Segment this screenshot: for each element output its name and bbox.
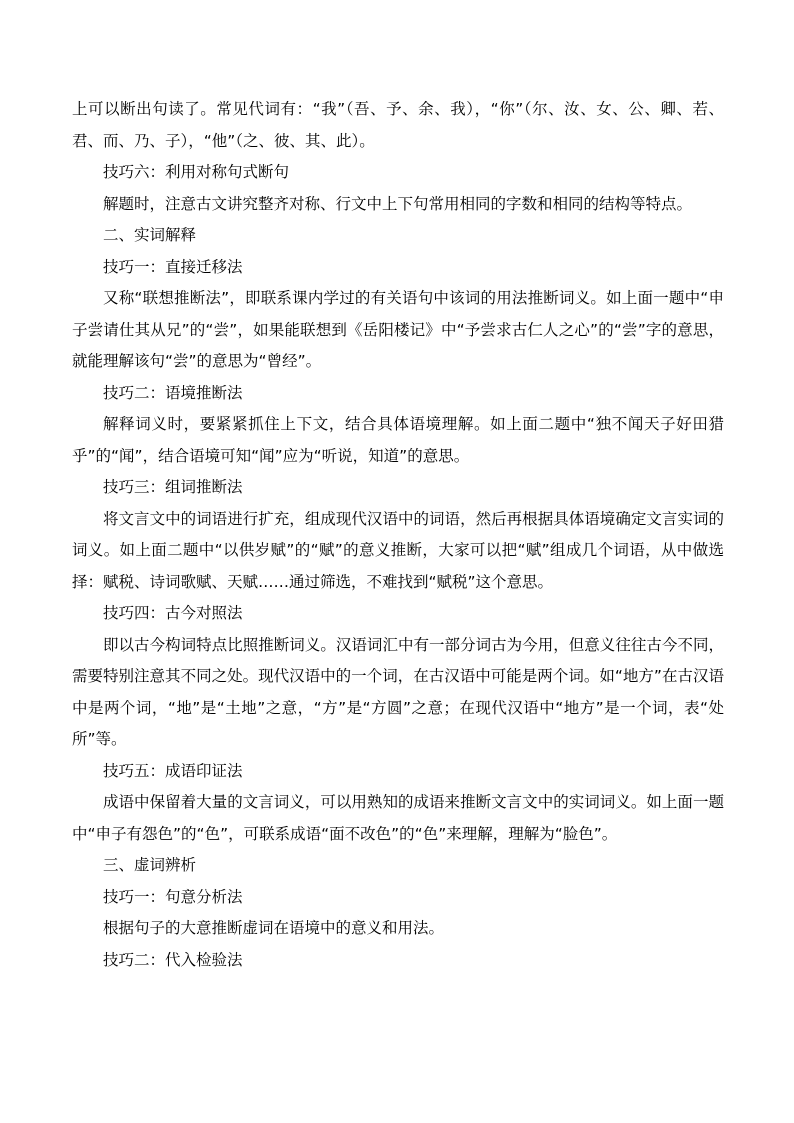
document-body [72,94,724,976]
section-heading: 技巧二：语境推断法 [103,383,243,402]
body-paragraph: 根据句子的大意推断虚词在语境中的意义和用法。 [103,919,445,937]
section-heading: 技巧四：古今对照法 [103,604,243,622]
body-paragraph: 又称“联想推断法”，即联系课内学过的有关语句中该词的用法推断词义。如上面一题中“申子尝请仕其从兄”的“尝”，如果能联想到《岳阳楼记》中“予尝求古仁人之心”的“尝”字的意思，就能理解该句“尝”的意思为“曾经”。 [72,289,724,370]
body-paragraph: 即以古今构词特点比照推断词义。汉语词汇中有一部分词古为今用，但意义往往古今不同，需要特别注意其不同之处。现代汉语中的一个词，在古汉语中可能是两个词。如“地方”在古汉语中是两个词，“地”是“土地”之意，“方”是“方圆”之意；在现代汉语中“地方”是一个词，表“处所”等。 [72,635,724,748]
section-heading: 技巧一：直接迁移法 [103,257,243,276]
section-heading: 技巧三：组词推断法 [103,478,243,496]
body-paragraph: 解释词义时，要紧紧抓住上下文，结合具体语境理解。如上面二题中“独不闻天子好田猎乎”的“闻”，结合语境可知“闻”应为“听说，知道”的意思。 [72,415,724,465]
body-paragraph: 成语中保留着大量的文言词义，可以用熟知的成语来推断文言文中的实词词义。如上面一题中“申子有怨色”的“色”，可联系成语“面不改色”的“色”来理解，理解为“脸色”。 [72,793,724,843]
section-heading: 二、实词解释 [103,226,197,244]
section-heading: 技巧一：句意分析法 [103,887,243,906]
section-heading: 技巧六：利用对称句式断句 [103,163,290,181]
section-heading: 技巧五：成语印证法 [103,761,243,780]
body-paragraph: 上可以断出句读了。常见代词有：“我”（吾、予、余、我），“你”（尔、汝、女、公、卿、若、君、而、乃、子），“他”（之、彼、其、此）。 [72,100,724,150]
body-paragraph: 解题时，注意古文讲究整齐对称、行文中上下句常用相同的字数和相同的结构等特点。 [103,194,693,213]
section-heading: 三、虚词辨析 [103,856,197,874]
section-heading: 技巧二：代入检验法 [103,950,243,969]
body-paragraph: 将文言文中的词语进行扩充，组成现代汉语中的词语，然后再根据具体语境确定文言实词的词义。如上面二题中“以供岁赋”的“赋”的意义推断，大家可以把“赋”组成几个词语，从中做选择：赋税、诗词歌赋、天赋……通过筛选，不难找到“赋税”这个意思。 [72,509,724,591]
